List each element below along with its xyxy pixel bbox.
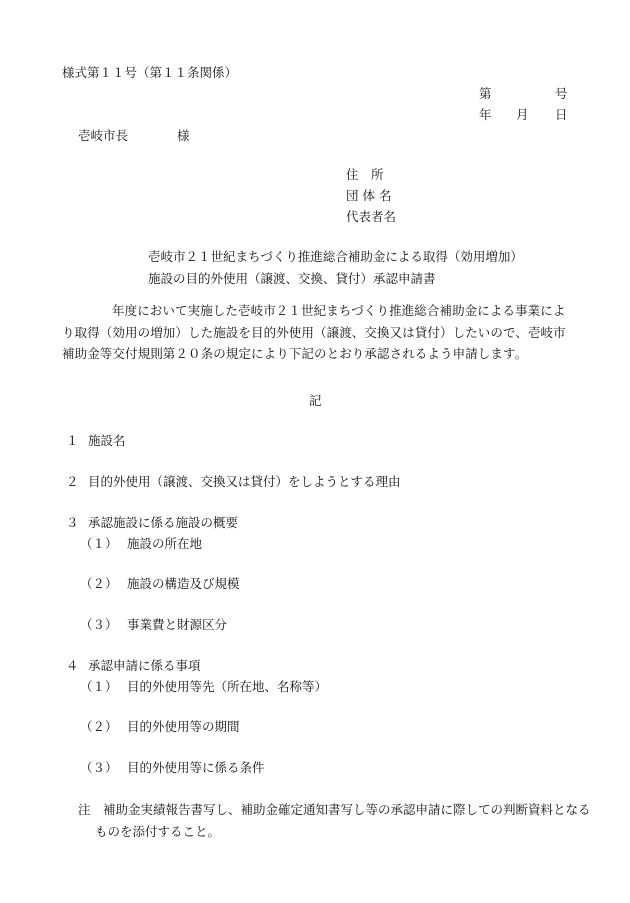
item-4-3-text: 目的外使用等に係る条件 <box>127 760 265 775</box>
item-4-3-number: （３） <box>80 760 118 775</box>
item-3-number: ３ <box>66 515 79 530</box>
item-4-1-number: （１） <box>80 679 118 694</box>
item-1-text: 施設名 <box>88 433 126 448</box>
body-paragraph: 年度において実施した壱岐市２１世紀まちづくり推進総合補助金による事業により取得（効用の増加）した施設を目的外使用（譲渡、交換又は貸付）したいので、壱岐市補助金等交付規則第２０条の規定により下記のとおり承認されるよう申請します。 <box>62 303 566 361</box>
item-3-3-number: （３） <box>80 617 118 632</box>
item-3-2-number: （２） <box>80 576 118 591</box>
date-day: 日 <box>555 107 568 122</box>
applicant-group-label: 団 体 名 <box>346 188 392 203</box>
item-3-2-text: 施設の構造及び規模 <box>127 576 240 591</box>
date-year: 年 <box>479 107 492 122</box>
doc-number-suffix: 号 <box>555 86 568 101</box>
note <box>78 799 595 842</box>
applicant-rep-label: 代表者名 <box>346 209 397 224</box>
item-2-number: ２ <box>66 474 79 489</box>
item-4-2-number: （２） <box>80 719 118 734</box>
item-3-1-text: 施設の所在地 <box>127 536 203 551</box>
item-1-number: １ <box>66 433 79 448</box>
doc-number-prefix: 第 <box>479 86 492 101</box>
form-number: 様式第１１号（第１１条関係） <box>62 65 238 80</box>
addressee-honorific: 様 <box>177 128 190 143</box>
item-4-number: ４ <box>66 658 79 673</box>
item-4-text: 承認申請に係る事項 <box>88 658 201 673</box>
item-4-2-text: 目的外使用等の期間 <box>127 719 240 734</box>
item-4-1-text: 目的外使用等先（所在地、名称等） <box>127 679 328 694</box>
applicant-address-label: 住 所 <box>346 167 384 182</box>
item-2-text: 目的外使用（譲渡、交換又は貸付）をしようとする理由 <box>88 474 401 489</box>
document-title: 壱岐市２１世紀まちづくり推進総合補助金による取得（効用増加）施設の目的外使用（譲渡、交換、貸付）承認申請書 <box>148 249 523 286</box>
date-month: 月 <box>516 107 529 122</box>
note-label: 注 <box>78 802 91 817</box>
item-3-text: 承認施設に係る施設の概要 <box>88 515 239 530</box>
ki-marker: 記 <box>309 393 322 408</box>
item-3-3-text: 事業費と財源区分 <box>127 617 228 632</box>
addressee-title: 壱岐市長 <box>78 128 129 143</box>
note-text: 補助金実績報告書写し、補助金確定通知書写し等の承認申請に際しての判断資料となるものを添付すること。 <box>95 802 591 839</box>
item-3-1-number: （１） <box>80 536 118 551</box>
